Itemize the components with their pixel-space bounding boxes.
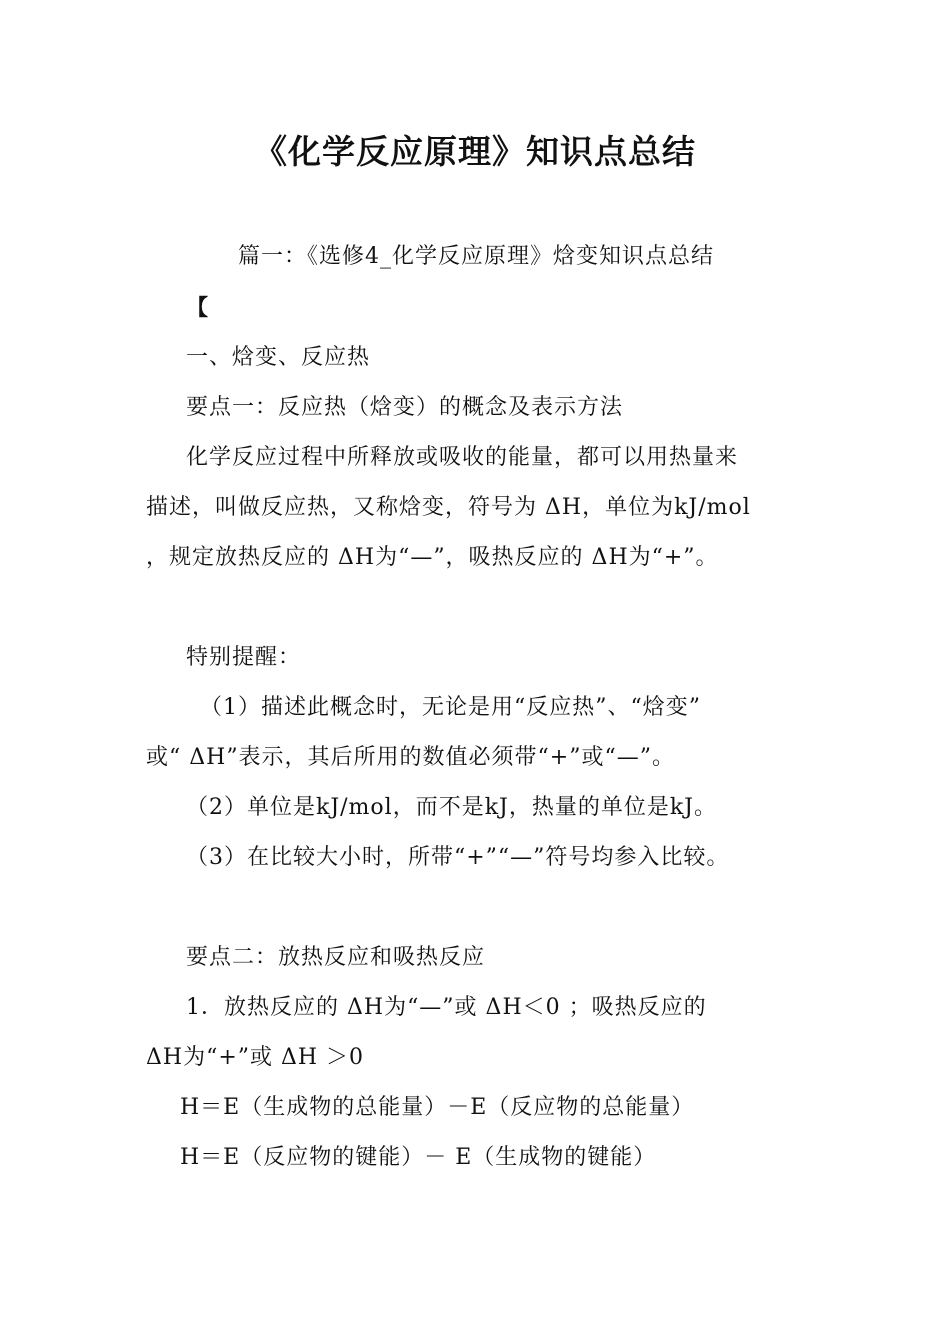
formula-line: H＝E（生成物的总能量）－E（反应物的总能量） — [180, 1095, 695, 1120]
point-two-heading: 要点二：放热反应和吸热反应 — [186, 945, 486, 970]
formula-line: H＝E（反应物的键能）－ E（生成物的键能） — [180, 1145, 657, 1170]
body-paragraph-line: 1．放热反应的 ΔH为“—”或 ΔH＜0 ；吸热反应的 — [186, 995, 707, 1020]
body-paragraph-line: 描述，叫做反应热，又称焓变，符号为 ΔH，单位为kJ/mol — [146, 495, 751, 520]
reminder-item: 或“ ΔH”表示，其后所用的数值必须带“+”或“—”。 — [146, 745, 675, 770]
body-paragraph-line: ，规定放热反应的 ΔH为“—”，吸热反应的 ΔH为“+”。 — [146, 545, 719, 570]
reminder-heading: 特别提醒： — [186, 645, 302, 670]
body-paragraph-line: 化学反应过程中所释放或吸收的能量，都可以用热量来 — [186, 445, 739, 470]
subtitle: 篇一：《选修4_化学反应原理》焓变知识点总结 — [238, 244, 714, 269]
body-paragraph-line: ΔH为“+”或 ΔH ＞0 — [146, 1045, 365, 1070]
reminder-item: （3）在比较大小时，所带“+”“—”符号均参入比较。 — [186, 845, 730, 870]
reminder-item: （1）描述此概念时，无论是用“反应热”、“焓变” — [200, 695, 701, 720]
section-heading: 一、焓变、反应热 — [186, 345, 371, 370]
bracket-mark: 【 — [186, 295, 210, 321]
page-title: 《化学反应原理》知识点总结 — [254, 132, 696, 171]
reminder-item: （2）单位是kJ/mol，而不是kJ，热量的单位是kJ。 — [186, 795, 718, 820]
point-one-heading: 要点一：反应热（焓变）的概念及表示方法 — [186, 395, 624, 420]
